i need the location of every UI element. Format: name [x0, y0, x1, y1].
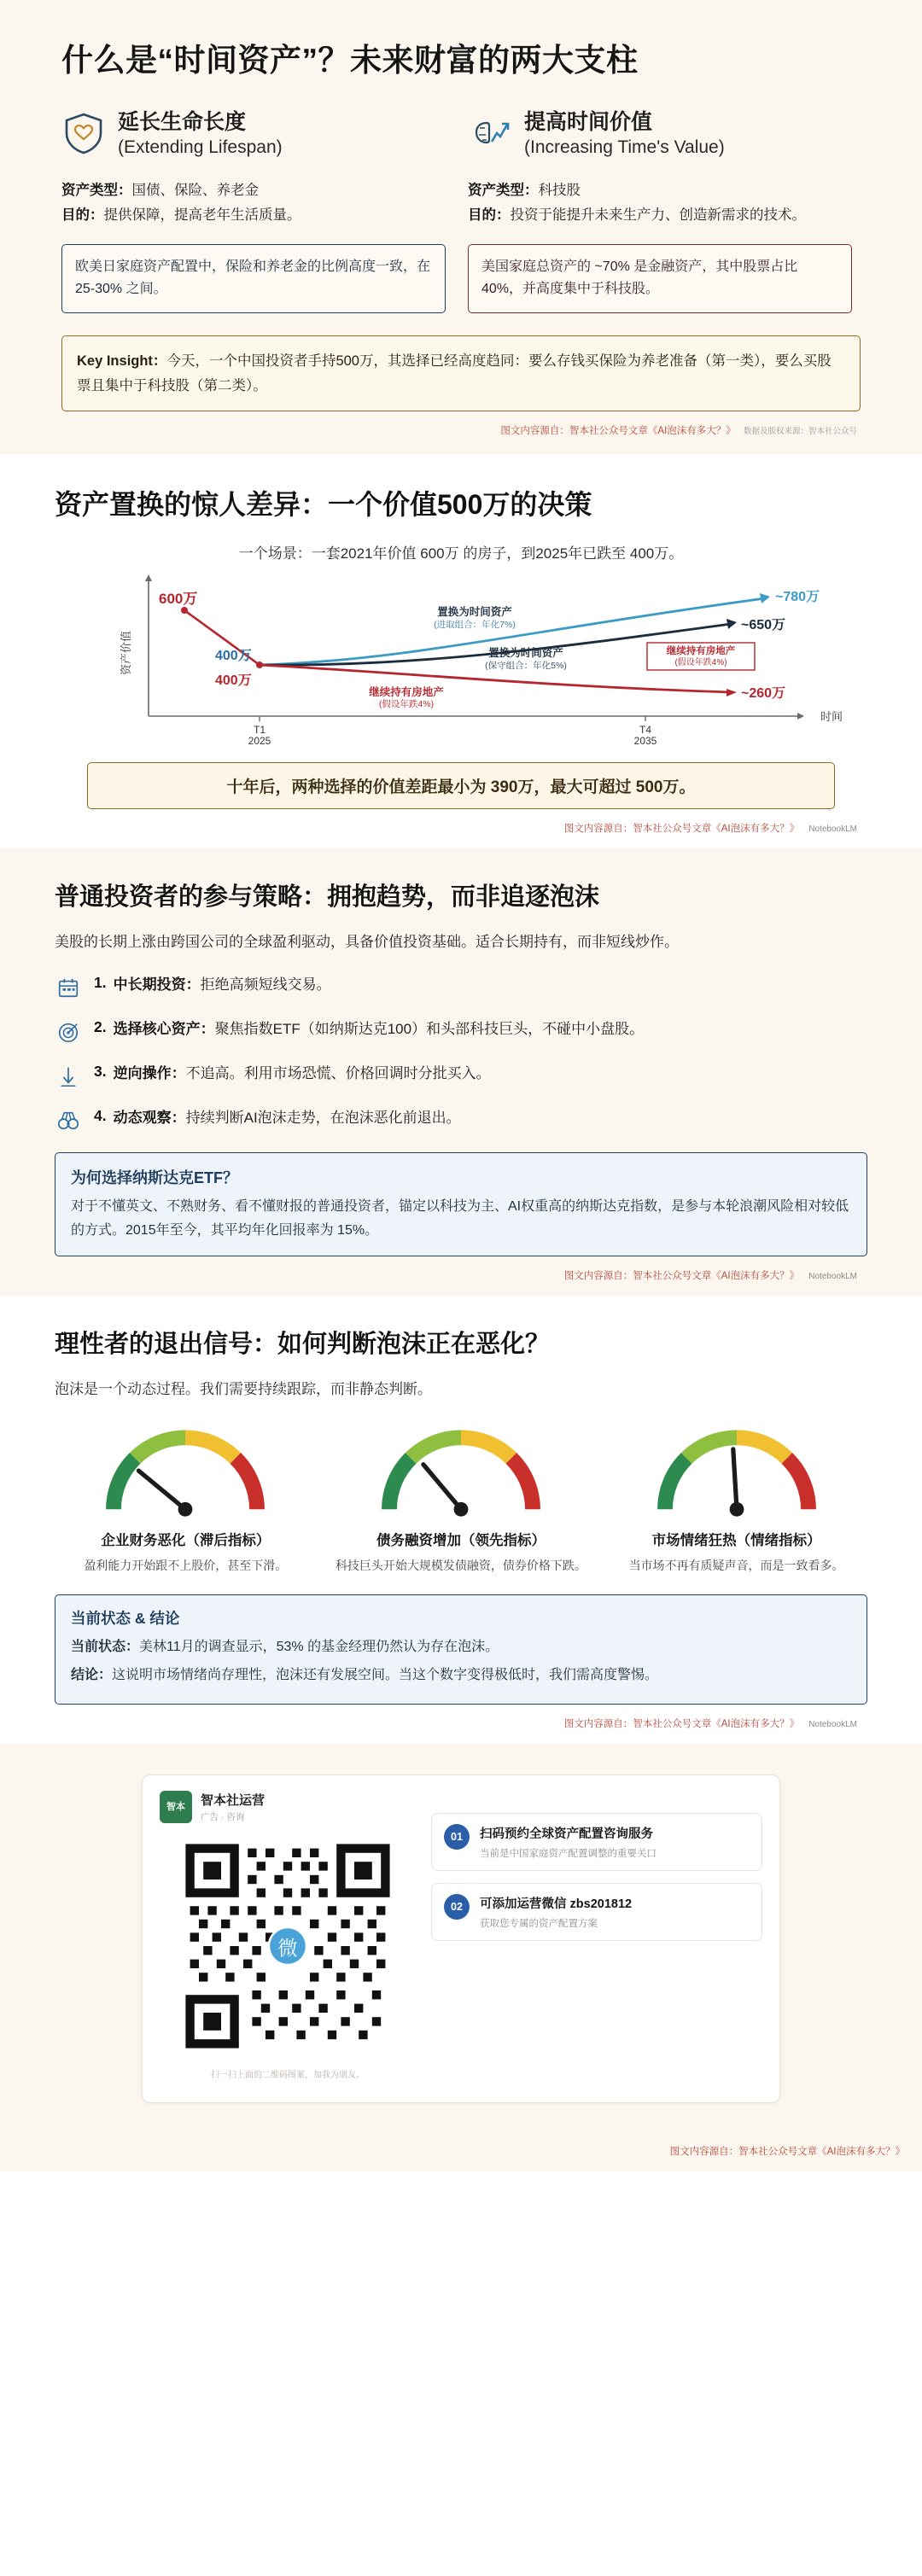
calendar-icon: [56, 974, 85, 1004]
conclusion-label: 结论：: [71, 1667, 113, 1682]
item-body: 持续判断AI泡沫走势，在泡沫恶化前退出。: [185, 1110, 461, 1127]
section2-conclusion: 十年后，两种选择的价值差距最小为 390万，最大可超过 500万。: [87, 762, 835, 809]
svg-text:(保守组合：年化5%): (保守组合：年化5%): [485, 661, 567, 672]
binoculars-icon: [56, 1107, 85, 1137]
svg-text:资产价值: 资产价值: [120, 631, 132, 676]
qr-card-right: [416, 1791, 762, 2080]
brand-logo-icon: 智本: [160, 1791, 192, 1823]
column1-type-value: 国债、保险、养老金: [131, 182, 259, 198]
conclusion-line: [71, 1664, 851, 1687]
section2-notebooklm-label: NotebookLM: [808, 825, 857, 835]
column1-purpose-label: 目的：: [61, 207, 104, 224]
cta-body: [480, 1824, 656, 1860]
svg-text:时间: 时间: [820, 710, 843, 724]
section4-source-text: 图文内容源自：智本社公众号文章《AI泡沫有多大？》: [563, 1718, 800, 1729]
svg-text:2035: 2035: [633, 735, 657, 748]
cta-title: 可添加运营微信 zbs201812: [480, 1897, 633, 1911]
list-item: [56, 1063, 874, 1093]
item-body: 拒绝高频短线交易。: [200, 976, 331, 994]
current-status-label: 当前状态：: [71, 1639, 140, 1654]
gauge-icon: [647, 1415, 826, 1523]
svg-text:置换为时间资产: 置换为时间资产: [488, 647, 563, 660]
cta-number-badge: 02: [444, 1894, 470, 1920]
section3-title: 普通投资者的参与策略：拥抱趋势，而非追逐泡沫: [55, 883, 600, 912]
shield-heart-icon: [61, 111, 106, 155]
item-head: 中长期投资：: [113, 976, 201, 994]
section3-notebooklm-label: NotebookLM: [808, 1272, 857, 1282]
section1-title: 什么是“时间资产”？未来财富的两大支柱: [61, 43, 639, 78]
section3-paragraph: 美股的长期上涨由跨国公司的全球盈利驱动，具备价值投资基础。适合长期持有，而非短线炒作。: [55, 934, 679, 951]
footer-source: 图文内容源自：智本社公众号文章《AI泡沫有多大？》: [0, 2118, 922, 2171]
item-number: 4.: [94, 1107, 107, 1125]
column2-title-zh: 提高时间价值: [524, 110, 653, 134]
section3-source-text: 图文内容源自：智本社公众号文章《AI泡沫有多大？》: [563, 1271, 800, 1282]
column2-note: 美国家庭总资产的 ~70% 是金融资产，其中股票占比 40%，并高度集中于科技股。: [468, 244, 852, 313]
list-item: [56, 974, 874, 1004]
section3-source: [48, 1256, 874, 1291]
gauge-caption: 债务融资增加（领先指标）: [376, 1533, 546, 1549]
brand-row: [160, 1791, 416, 1823]
item-number: 2.: [94, 1018, 107, 1036]
section4-source: [48, 1705, 874, 1739]
section2-scenario: 一个场景：一套2021年价值 600万 的房子，到2025年已跌至 400万。: [238, 545, 684, 562]
column1-details: [61, 178, 446, 229]
item-body: 聚焦指数ETF（如纳斯达克100）和头部科技巨头，不碰中小盘股。: [214, 1021, 645, 1038]
column1-title-zh: 延长生命长度: [118, 110, 247, 134]
column1-type-label: 资产类型：: [61, 182, 132, 198]
section4-subtitle: 泡沫是一个动态过程。我们需要持续跟踪，而非静态判断。: [55, 1381, 432, 1398]
cta-desc: 当前是中国家庭资产配置调整的重要关口: [480, 1848, 656, 1859]
section-contact-qr: [0, 1744, 922, 2118]
svg-text:T1: T1: [253, 724, 266, 737]
column-extending-lifespan: [61, 109, 468, 313]
gauge-market-sentiment: [598, 1415, 874, 1575]
cta-number-badge: 01: [444, 1824, 470, 1850]
gauge-description: 当市场不再有质疑声音，而是一致看多。: [628, 1559, 844, 1573]
item-number: 1.: [94, 974, 107, 992]
current-status-title: 当前状态 & 结论: [71, 1609, 180, 1627]
item-text: [114, 1063, 491, 1085]
svg-text:~260万: ~260万: [741, 686, 786, 702]
column2-header: [468, 109, 852, 160]
cta-item[interactable]: [431, 1813, 762, 1871]
item-head: 选择核心资产：: [113, 1021, 215, 1038]
svg-text:(假设年跌4%): (假设年跌4%): [674, 658, 727, 668]
svg-text:2025: 2025: [248, 735, 271, 748]
column1-title-en: (Extending Lifespan): [118, 137, 283, 158]
gauge-icon: [96, 1415, 275, 1523]
column1-purpose-value: 提供保障，提高老年生活质量。: [103, 207, 301, 224]
svg-text:400万: 400万: [215, 649, 252, 664]
column2-title-en: (Increasing Time's Value): [524, 137, 725, 158]
section1-source: [48, 411, 874, 446]
conclusion-text: 这说明市场情绪尚存理性，泡沫还有发展空间。当这个数字变得极低时，我们需高度警惕。: [112, 1667, 659, 1682]
gauge-caption: 企业财务恶化（滞后指标）: [101, 1533, 271, 1549]
svg-text:(假设年跌4%): (假设年跌4%): [378, 699, 435, 710]
svg-text:置换为时间资产: 置换为时间资产: [437, 606, 512, 619]
section-time-assets: [0, 0, 922, 454]
column1-header: [61, 109, 446, 160]
qr-card-left: [160, 1791, 416, 2080]
svg-text:~650万: ~650万: [741, 618, 786, 633]
svg-text:继续持有房地产: 继续持有房地产: [369, 686, 444, 699]
cta-title: 扫码预约全球资产配置咨询服务: [480, 1827, 653, 1841]
gauge-description: 科技巨头开始大规模发债融资，债券价格下跌。: [335, 1559, 586, 1573]
cta-item[interactable]: [431, 1883, 762, 1941]
item-number: 3.: [94, 1063, 107, 1081]
key-insight-box: [61, 335, 861, 412]
section1-source-grey: 数据及版权来源：智本社公众号: [743, 427, 857, 437]
gauge-row: [48, 1415, 874, 1575]
gauge-icon: [371, 1415, 551, 1523]
column1-heading: [118, 109, 283, 160]
qr-note: 扫一扫上面的二维码图案，加我为朋友。: [211, 2070, 365, 2080]
nasdaq-etf-box: [55, 1152, 867, 1256]
gauge-debt-financing: [324, 1415, 599, 1575]
cta-body: [480, 1894, 632, 1930]
qr-code-icon: [177, 1835, 399, 2057]
current-status-line: [71, 1635, 851, 1658]
nasdaq-etf-title: 为何选择纳斯达克ETF？: [71, 1169, 238, 1187]
asset-swap-chart: [48, 571, 874, 759]
item-head: 逆向操作：: [113, 1065, 186, 1082]
item-body: 不追高。利用市场恐慌、价格回调时分批买入。: [185, 1065, 491, 1082]
column2-purpose-label: 目的：: [468, 207, 511, 224]
column2-type-value: 科技股: [538, 182, 581, 198]
gauge-caption: 市场情绪狂热（情绪指标）: [651, 1533, 821, 1549]
column-increasing-time-value: [468, 109, 874, 313]
svg-text:400万: 400万: [215, 673, 252, 689]
svg-text:~780万: ~780万: [775, 590, 820, 605]
svg-text:(进取组合：年化7%): (进取组合：年化7%): [434, 620, 516, 631]
gauge-financial-deterioration: [48, 1415, 324, 1575]
item-head: 动态观察：: [113, 1110, 186, 1127]
svg-text:继续持有房地产: 继续持有房地产: [666, 646, 736, 657]
section1-columns: [48, 109, 874, 313]
nasdaq-etf-text: 对于不懂英文、不熟财务、看不懂财报的普通投资者，锚定以科技为主、AI权重高的纳斯达克指数，是参与本轮浪潮风险相对较低的方式。2015年至今，其平均年化回报率为 15%。: [71, 1199, 849, 1238]
qr-card: [142, 1775, 780, 2103]
gauge-description: 盈利能力开始跟不上股价，甚至下滑。: [84, 1559, 288, 1573]
section4-notebooklm-label: NotebookLM: [808, 1719, 857, 1729]
column2-purpose-value: 投资于能提升未来生产力、创造新需求的技术。: [510, 207, 806, 224]
brain-growth-icon: [468, 111, 512, 155]
section-investor-strategy: [0, 848, 922, 1296]
brand-name: 智本社运营: [201, 1792, 266, 1808]
column2-heading: [524, 109, 725, 160]
cta-desc: 获取您专属的资产配置方案: [480, 1918, 598, 1929]
key-insight-text: 今天，一个中国投资者手持500万，其选择已经高度趋同：要么存钱买保险为养老准备（第一类），要么买股票且集中于科技股（第二类）。: [77, 353, 832, 393]
column1-note: 欧美日家庭资产配置中，保险和养老金的比例高度一致，在 25-30% 之间。: [61, 244, 446, 313]
item-text: [114, 1018, 644, 1040]
section-asset-swap: [0, 454, 922, 848]
column2-type-label: 资产类型：: [468, 182, 539, 198]
svg-text:600万: 600万: [159, 591, 198, 608]
section-exit-signals: [0, 1296, 922, 1744]
column2-details: [468, 178, 852, 229]
key-insight-label: Key Insight：: [77, 353, 167, 369]
svg-text:微: 微: [277, 1937, 298, 1960]
target-icon: [56, 1018, 85, 1048]
brand-subtitle: 广告 · 咨询: [201, 1811, 245, 1822]
item-text: [114, 1107, 461, 1129]
svg-text:T4: T4: [639, 724, 652, 737]
section2-title: 资产置换的惊人差异：一个价值500万的决策: [55, 489, 592, 521]
current-status-text: 美林11月的调查显示，53% 的基金经理仍然认为存在泡沫。: [139, 1639, 499, 1654]
list-item: [56, 1107, 874, 1137]
item-text: [114, 974, 331, 996]
section1-source-text: 图文内容源自：智本社公众号文章《AI泡沫有多大？》: [500, 426, 736, 437]
strategy-list: [56, 974, 874, 1137]
brand-text: [201, 1791, 265, 1823]
section2-source-text: 图文内容源自：智本社公众号文章《AI泡沫有多大？》: [563, 824, 800, 835]
list-item: [56, 1018, 874, 1048]
down-arrow-icon: [56, 1063, 85, 1093]
current-status-box: [55, 1594, 867, 1705]
section4-title: 理性者的退出信号：如何判断泡沫正在恶化？: [55, 1331, 551, 1359]
section2-source: [48, 809, 874, 843]
